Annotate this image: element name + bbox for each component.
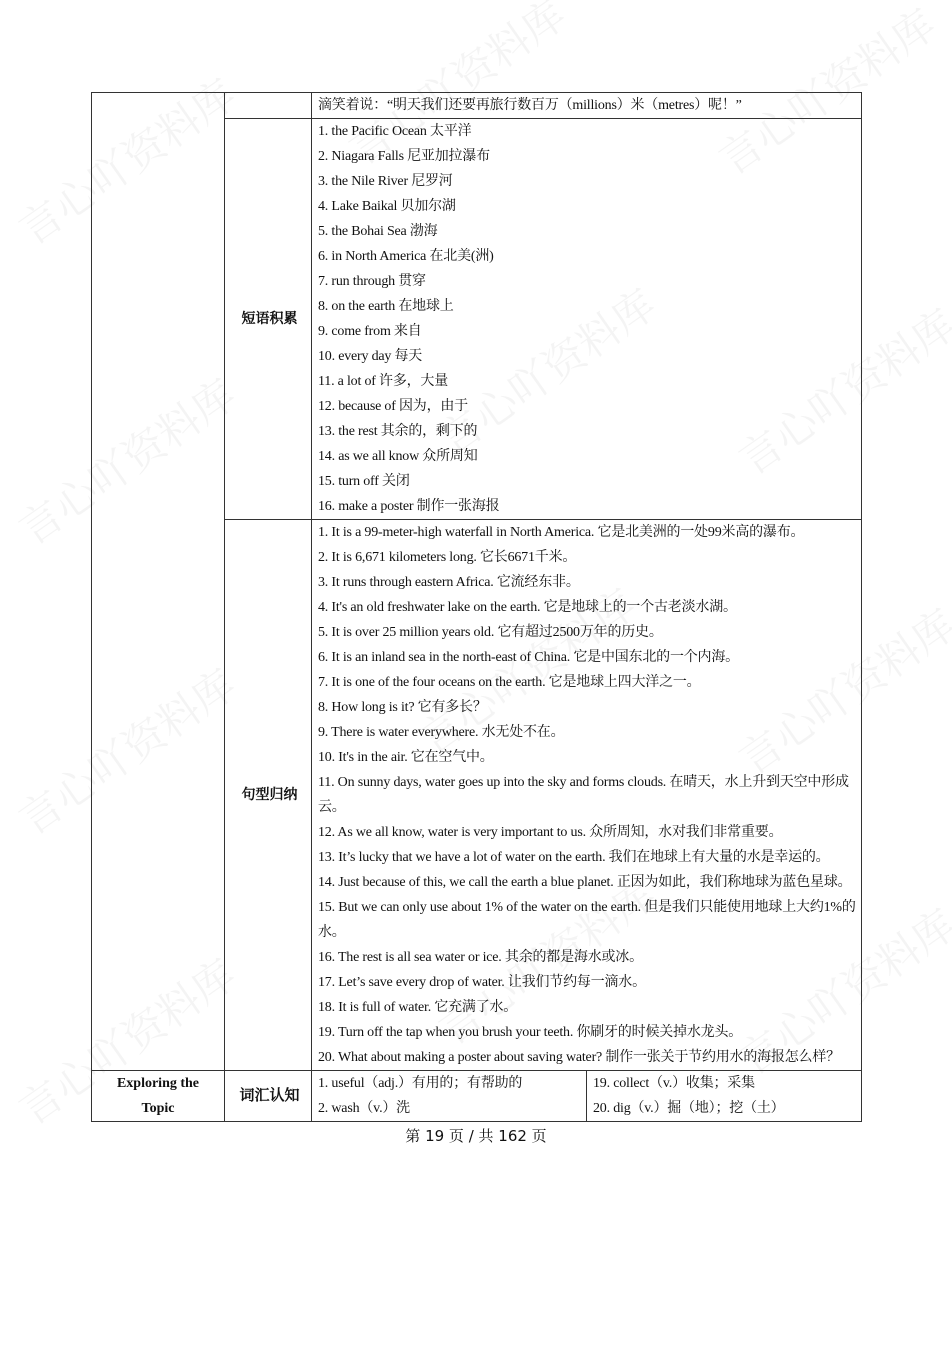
vocab-label: 词汇认知 xyxy=(225,1071,312,1122)
lesson-table xyxy=(91,92,862,1122)
continued-text: 滴笑着说：“明天我们还要再旅行数百万（millions）米（metres）呢！” xyxy=(312,93,862,119)
phrase-item: 7. run through 贯穿 xyxy=(318,274,426,289)
phrase-item: 5. the Bohai Sea 渤海 xyxy=(318,224,438,239)
section-title: Exploring the Topic xyxy=(92,1071,225,1122)
page-footer: 第 19 页 / 共 162 页 xyxy=(405,1127,547,1145)
phrase-item: 9. come from 来自 xyxy=(318,324,422,339)
sentence-item: 2. It is 6,671 kilometers long. 它长6671千米。 xyxy=(318,550,577,565)
sentence-item: 10. It's in the air. 它在空气中。 xyxy=(318,750,494,765)
vocab-item: 1. useful（adj.）有用的；有帮助的 xyxy=(318,1076,523,1091)
vocab-item: 19. collect（v.）收集；采集 xyxy=(593,1076,755,1091)
phrase-item: 6. in North America 在北美(洲) xyxy=(318,249,494,264)
phrase-item: 3. the Nile River 尼罗河 xyxy=(318,174,453,189)
sentence-item: 14. Just because of this, we call the earth a blue planet. 正因为如此，我们称地球为蓝色星球。 xyxy=(318,875,852,890)
section-cell-empty xyxy=(92,93,225,1071)
phrase-item: 13. the rest 其余的，剩下的 xyxy=(318,424,478,439)
sentence-item: 17. Let’s save every drop of water. 让我们节约每一滴水。 xyxy=(318,975,646,990)
phrase-item: 4. Lake Baikal 贝加尔湖 xyxy=(318,199,456,214)
sentence-item: 3. It runs through eastern Africa. 它流经东非。 xyxy=(318,575,580,590)
phrase-item: 1. the Pacific Ocean 太平洋 xyxy=(318,124,472,139)
sentence-item: 13. It’s lucky that we have a lot of water on the earth. 我们在地球上有大量的水是幸运的。 xyxy=(318,850,830,865)
table-row xyxy=(92,1071,862,1122)
sentence-item: 20. What about making a poster about saving water? 制作一张关于节约用水的海报怎么样？ xyxy=(318,1050,840,1065)
phrases-label: 短语积累 xyxy=(225,119,312,520)
sentence-item: 19. Turn off the tap when you brush your teeth. 你刷牙的时候关掉水龙头。 xyxy=(318,1025,743,1040)
sentence-item: 12. As we all know, water is very important to us. 众所周知，水对我们非常重要。 xyxy=(318,825,783,840)
phrase-item: 10. every day 每天 xyxy=(318,349,423,364)
sentence-item: 18. It is full of water. 它充满了水。 xyxy=(318,1000,518,1015)
vocab-left xyxy=(312,1071,587,1122)
phrase-item: 12. because of 因为，由于 xyxy=(318,399,468,414)
sentence-item: 4. It's an old freshwater lake on the earth. 它是地球上的一个古老淡水湖。 xyxy=(318,600,737,615)
sentence-item: 1. It is a 99-meter-high waterfall in North America. 它是北美洲的一处99米高的瀑布。 xyxy=(318,525,805,540)
phrase-item: 15. turn off 关闭 xyxy=(318,474,410,489)
vocab-item: 20. dig（v.）掘（地）；挖（土） xyxy=(593,1101,785,1116)
phrase-item: 2. Niagara Falls 尼亚加拉瀑布 xyxy=(318,149,490,164)
sentence-item: 5. It is over 25 million years old. 它有超过2500万年的历史。 xyxy=(318,625,663,640)
sentence-item: 6. It is an inland sea in the north-east of China. 它是中国东北的一个内海。 xyxy=(318,650,739,665)
phrases-list xyxy=(312,119,862,520)
sentence-item: 11. On sunny days, water goes up into the sky and forms clouds. 在晴天，水上升到天空中形成云。 xyxy=(318,775,849,815)
phrase-item: 14. as we all know 众所周知 xyxy=(318,449,478,464)
vocab-item: 2. wash（v.）洗 xyxy=(318,1101,410,1116)
vocab-right xyxy=(587,1071,862,1122)
phrase-item: 8. on the earth 在地球上 xyxy=(318,299,454,314)
sentence-item: 16. The rest is all sea water or ice. 其余的都是海水或冰。 xyxy=(318,950,643,965)
sentences-label: 句型归纳 xyxy=(225,520,312,1071)
sentence-item: 9. There is water everywhere. 水无处不在。 xyxy=(318,725,565,740)
phrase-item: 11. a lot of 许多，大量 xyxy=(318,374,449,389)
sentence-item: 8. How long is it? 它有多长？ xyxy=(318,700,487,715)
sentence-item: 15. But we can only use about 1% of the water on the earth. 但是我们只能使用地球上大约1%的水。 xyxy=(318,900,856,940)
phrase-item: 16. make a poster 制作一张海报 xyxy=(318,499,500,514)
table-row xyxy=(92,93,862,119)
sentence-item: 7. It is one of the four oceans on the earth. 它是地球上四大洋之一。 xyxy=(318,675,701,690)
sentences-list xyxy=(312,520,862,1071)
label-cell-empty xyxy=(225,93,312,119)
